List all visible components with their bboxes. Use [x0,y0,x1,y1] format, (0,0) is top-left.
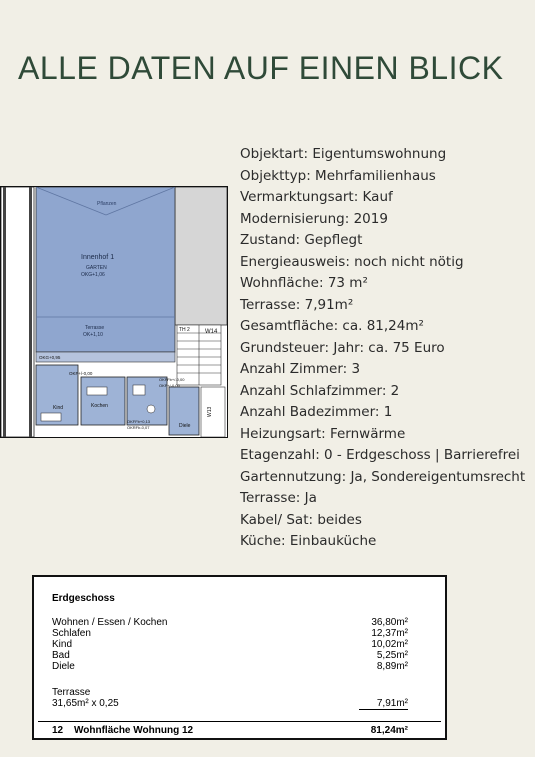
fact-anzahl-badezimmer: Anzahl Badezimmer: 1 [240,404,393,420]
area-row [52,628,408,639]
floor-plan-drawing [1,187,227,437]
page-title: ALLE DATEN AUF EINEN BLICK [18,50,504,86]
plan-label-okfb1: OKFFb+0,13 [127,419,151,424]
area-table-section-title: Erdgeschoss [52,593,115,604]
plan-label-okff2: OKF+/-0,00 [159,383,180,388]
area-table [32,575,447,740]
plan-label-w14: W14 [205,329,218,335]
area-row-value: 36,80m² [371,617,408,628]
total-number: 12 [52,725,64,736]
terrace-label: Terrasse [52,687,91,698]
area-row [52,650,408,661]
area-row-value: 12,37m² [371,628,408,639]
shaft-area [175,187,227,325]
fact-etagenzahl: Etagenzahl: 0 - Erdgeschoss | Barrierefrei [240,447,520,463]
total-divider [38,721,441,722]
area-row-label: Bad [52,650,70,661]
fact-kabel-sat: Kabel/ Sat: beides [240,511,362,528]
area-row [52,617,408,628]
plan-label-okf-left: OKF+/-0,00 [69,371,93,376]
total-value: 81,24m² [370,725,408,736]
fact-terrasse-flaeche: Terrasse: 7,91m² [240,296,354,313]
terrace-value: 7,91m² [359,698,408,710]
area-row-value: 5,25m² [376,650,408,661]
plan-label-garden-level: OKG+1,06 [81,272,105,278]
property-facts-list [240,144,525,553]
area-row [52,639,408,650]
fact-gartennutzung: Gartennutzung: Ja, Sondereigentumsrecht [240,468,526,485]
fact-anzahl-zimmer: Anzahl Zimmer: 3 [240,361,361,377]
plan-label-terrace: Terrasse [85,325,105,331]
fact-anzahl-schlafzimmer: Anzahl Schlafzimmer: 2 [240,382,400,399]
plan-label-garden: GARTEN [86,265,107,271]
area-row-label: Diele [52,661,75,672]
area-row-label: Wohnen / Essen / Kochen [52,617,168,628]
fact-modernisierung: Modernisierung: 2019 [240,210,388,227]
plan-label-th: TH 2 [179,327,190,333]
fact-gesamtflaeche: Gesamtfläche: ca. 81,24m² [240,318,424,334]
total-label: Wohnfläche Wohnung 12 [74,725,194,736]
area-row-value: 10,02m² [371,639,408,650]
fact-objekttyp: Objekttyp: Mehrfamilienhaus [240,167,436,184]
fact-energieausweis: Energieausweis: noch nicht nötig [240,253,464,270]
room-kochen [81,377,125,425]
area-row [52,661,408,672]
plan-label-kind: Kind [53,405,64,411]
area-row-label: Schlafen [52,628,91,639]
fact-grundsteuer: Grundsteuer: Jahr: ca. 75 Euro [240,339,445,356]
plan-label-kochen: Kochen [91,403,108,409]
fact-vermarktungsart: Vermarktungsart: Kauf [240,189,393,205]
terrace-calc: 31,65m² x 0,25 [52,698,119,709]
plan-label-diele: Diele [179,423,191,429]
fact-wohnflaeche: Wohnfläche: 73 m² [240,275,368,291]
plan-label-w13: W13 [207,406,213,417]
fact-kueche: Küche: Einbauküche [240,533,377,549]
fact-zustand: Zustand: Gepflegt [240,232,363,248]
area-row-value: 8,89m² [376,661,408,672]
floor-plan [0,186,228,438]
area-row-terrace-label [52,687,408,698]
plan-label-terrace-level: OK+1,10 [83,332,103,338]
area-total-row [52,725,408,736]
plan-label-top: Pflanzen [97,201,117,207]
plan-label-okff1: OKFFb+/-0,00 [159,377,185,382]
area-row-terrace [52,698,408,709]
plan-label-okg-left: OKG+0,95 [39,355,61,360]
fact-objektart: Objektart: Eigentumswohnung [240,146,447,162]
plan-label-okfb2: OKRFb-0,07 [127,425,150,430]
fact-heizungsart: Heizungsart: Fernwärme [240,425,406,442]
plan-label-courtyard: Innenhof 1 [81,254,115,261]
area-row-label: Kind [52,639,73,650]
fact-terrasse: Terrasse: Ja [240,490,317,506]
